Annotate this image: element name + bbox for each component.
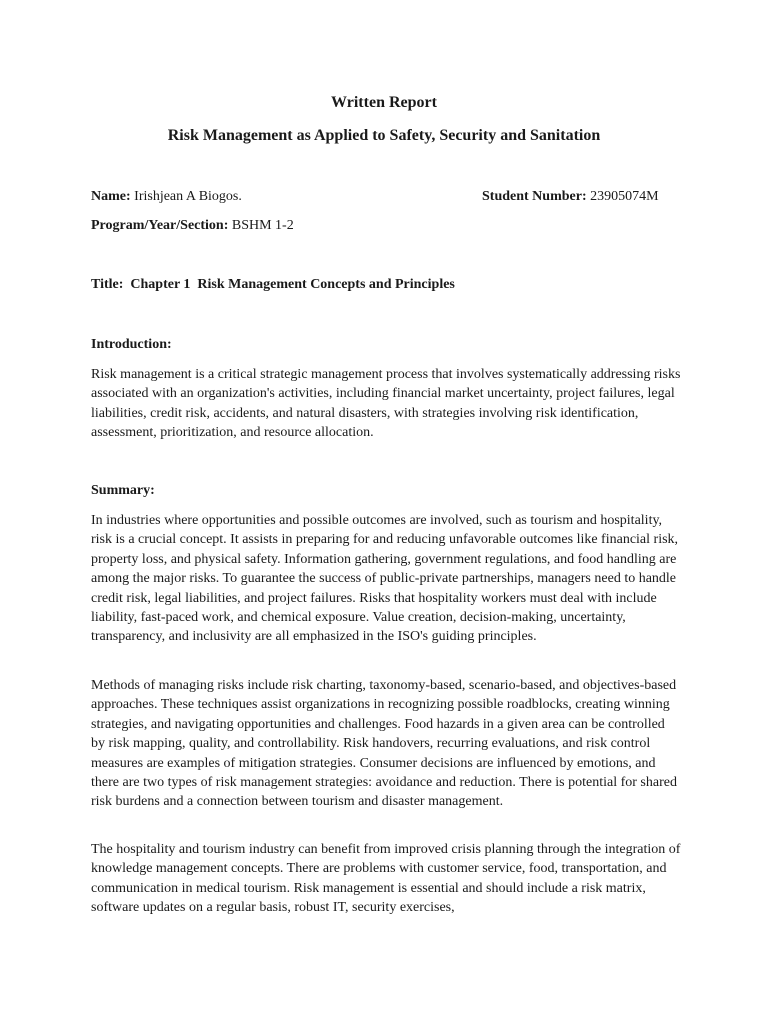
student-number-value: 23905074M bbox=[590, 189, 659, 204]
title-value: Chapter 1 Risk Management Concepts and Principles bbox=[130, 277, 455, 292]
title-line bbox=[91, 277, 455, 293]
introduction-text: Risk management is a critical strategic management process that involves systematically addressing risks associated with an organization's activities, including financial market uncertainty, project failures, legal liabilities, credit risk, accidents, and natural disasters, with strategies involving risk identification, assessment, prioritization, and resource allocation. bbox=[91, 367, 681, 441]
student-number-label: Student Number: bbox=[482, 189, 587, 204]
summary-paragraph-3: The hospitality and tourism industry can benefit from improved crisis planning through the integration of knowledge management concepts. There are problems with customer service, food, transportation, and communication in medical tourism. Risk management is essential and should include a risk matrix, software updates on a regular basis, robust IT, security exercises, bbox=[91, 842, 681, 916]
report-subtitle: Risk Management as Applied to Safety, Security and Sanitation bbox=[167, 127, 601, 144]
summary-paragraph-1: In industries where opportunities and possible outcomes are involved, such as tourism and hospitality, risk is a crucial concept. It assists in preparing for and reducing unfavorable outcomes like financial risk, property loss, and physical safety. Information gathering, government regulations, and food handling are among the major risks. To guarantee the success of public-private partnerships, managers need to handle credit risk, legal liabilities, and project failures. Risks that hospitality workers must deal with include liability, fast-paced work, and chemical exposure. Value creation, decision-making, uncertainty, transparency, and inclusivity are all emphasized in the ISO's guiding principles. bbox=[91, 513, 679, 645]
name-value: Irishjean A Biogos. bbox=[134, 189, 242, 204]
program-label: Program/Year/Section: bbox=[91, 218, 229, 233]
summary-heading: Summary: bbox=[91, 483, 155, 498]
student-number-line bbox=[482, 189, 659, 205]
program-line bbox=[91, 218, 294, 234]
introduction-heading: Introduction: bbox=[91, 337, 172, 352]
title-label: Title: bbox=[91, 277, 124, 292]
report-title: Written Report bbox=[331, 94, 437, 111]
name-label: Name: bbox=[91, 189, 131, 204]
summary-paragraph-2: Methods of managing risks include risk charting, taxonomy-based, scenario-based, and objectives-based approaches. These techniques assist organizations in recognizing possible roadblocks, creating winning strategies, and navigating opportunities and challenges. Food hazards in a given area can be controlled by risk mapping, quality, and controllability. Risk handovers, recurring evaluations, and risk control measures are examples of mitigation strategies. Consumer decisions are influenced by emotions, and there are two types of risk management strategies: avoidance and reduction. There is potential for shared risk burdens and a connection between tourism and disaster management. bbox=[91, 678, 677, 810]
program-value: BSHM 1-2 bbox=[231, 218, 294, 233]
name-line bbox=[91, 189, 242, 205]
